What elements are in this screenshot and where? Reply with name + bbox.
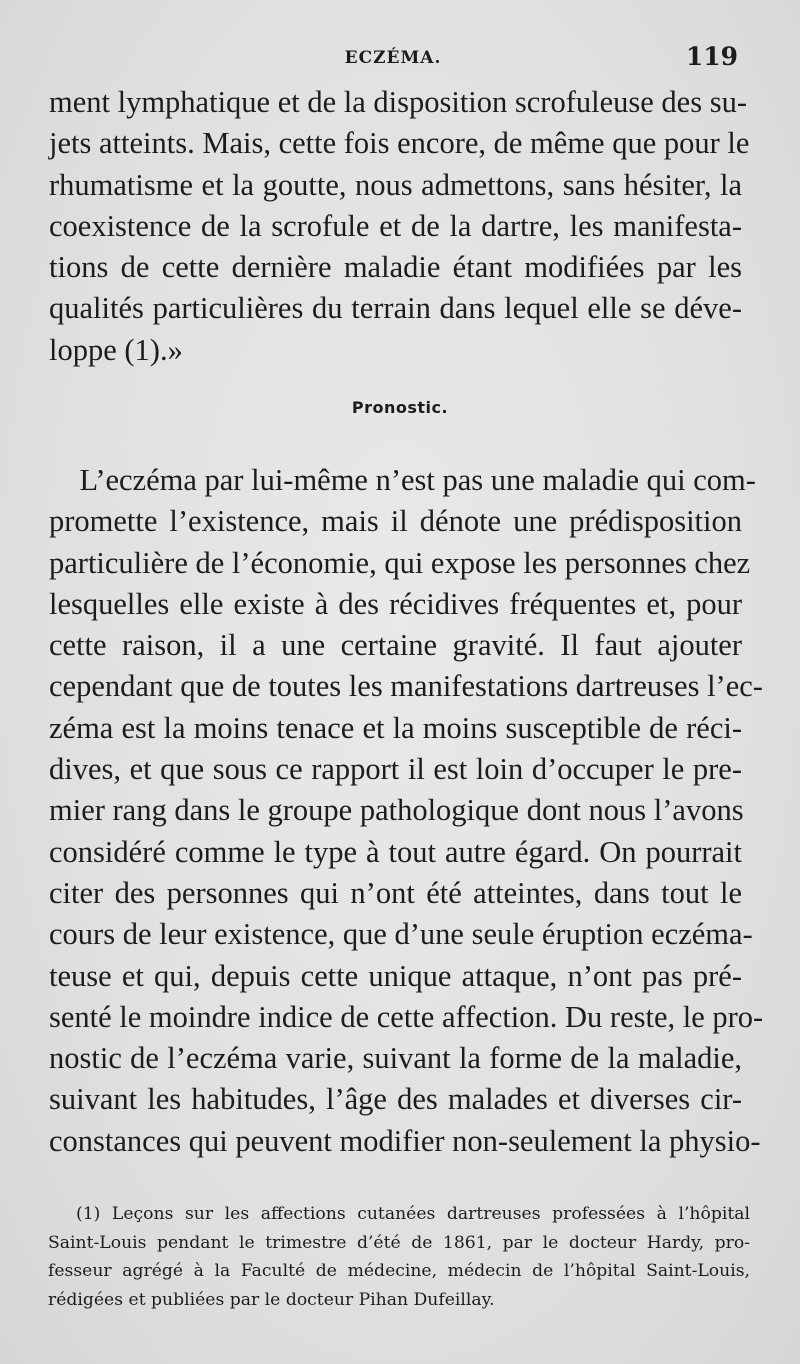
text-line: lesquelles elle existe à des récidives fréquentes et, pour [49,586,742,621]
paragraph-continued [49,82,750,371]
text-line: cette raison, il a une certaine gravité. Il faut ajouter [49,628,742,663]
footnote-line: Saint-Louis pendant le trimestre d’été de 1861, par le docteur Hardy, pro- [48,1232,750,1253]
running-head [48,42,738,76]
footnote-line: rédigées et publiées par le docteur Pihan Dufeillay. [48,1289,495,1310]
text-line: loppe (1).» [49,332,183,367]
footnote-line: (1) Leçons sur les affections cutanées dartreuses professées à l’hôpital [76,1204,750,1224]
text-line: promette l’existence, mais il dénote une prédisposition [49,504,742,539]
text-line: mier rang dans le groupe pathologique dont nous l’avons [49,793,744,828]
text-line: rhumatisme et la goutte, nous admettons, sans hésiter, la [49,167,742,202]
text-line: cependant que de toutes les manifestations dartreuses l’ec- [49,669,763,704]
text-line: cours de leur existence, que d’une seule éruption eczéma- [49,917,753,952]
text-line: senté le moindre indice de cette affection. Du reste, le pro- [49,999,764,1034]
text-line: coexistence de la scrofule et de la dartre, les manifesta- [49,208,742,243]
text-line: considéré comme le type à tout autre égard. On pourrait [49,834,742,869]
text-line: nostic de l’eczéma varie, suivant la forme de la maladie, [49,1041,742,1076]
section-heading: Pronostic. [351,398,449,417]
text-line: qualités particulières du terrain dans lequel elle se déve- [49,291,742,326]
text-line: suivant les habitudes, l’âge des malades et diverses cir- [49,1082,742,1117]
page-number: 119 [685,42,738,71]
text-line: particulière de l’économie, qui expose les personnes chez [49,545,751,580]
text-line: citer des personnes qui n’ont été atteintes, dans tout le [49,875,742,910]
text-line: zéma est la moins tenace et la moins susceptible de réci- [49,710,742,745]
text-line: ment lymphatique et de la disposition scrofuleuse des su- [49,85,747,119]
text-line: constances qui peuvent modifier non-seulement la physio- [49,1123,761,1158]
text-line: L’eczéma par lui-même n’est pas une maladie qui com- [49,463,756,497]
text-line: jets atteints. Mais, cette fois encore, de même que pour le [49,126,750,161]
footnote [48,1200,750,1314]
footnote-line: fesseur agrégé à la Faculté de médecine, médecin de l’hôpital Saint-Louis, [48,1261,750,1281]
text-line: dives, et que sous ce rapport il est loin d’occuper le pre- [49,752,742,787]
running-title: ECZÉMA. [344,48,442,68]
paragraph-pronostic [49,460,764,1162]
text-line: teuse et qui, depuis cette unique attaque, n’ont pas pré- [49,958,742,993]
text-line: tions de cette dernière maladie étant modifiées par les [49,250,742,285]
